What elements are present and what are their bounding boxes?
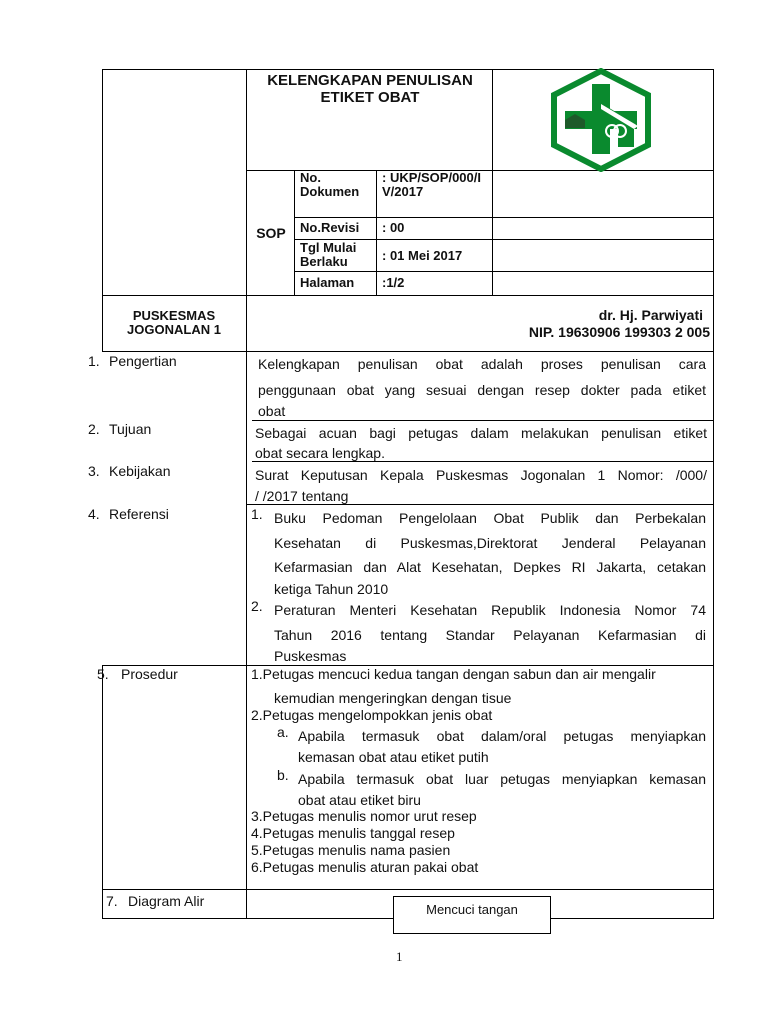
kebijakan-label: Kebijakan	[109, 463, 171, 479]
prosedur-sub-b: Apabila termasuk obat luar petugas menyiapkan kemasan obat atau etiket biru	[298, 771, 706, 808]
document-title	[248, 72, 492, 106]
prosedur-step-5: 5.Petugas menulis nama pasien	[251, 842, 451, 858]
pengertian-num: 1.	[88, 353, 100, 369]
puskesmas-logo	[548, 68, 654, 172]
tujuan-text: Sebagai acuan bagi petugas dalam melakukan penulisan etiket obat secara lengkap.	[255, 425, 707, 461]
prosedur-label: Prosedur	[121, 666, 178, 682]
prosedur-sub-b-num: b.	[277, 767, 289, 783]
prosedur-steps	[251, 666, 707, 724]
prosedur-step-2: 2.Petugas mengelompokkan jenis obat	[251, 707, 493, 723]
pengertian-label: Pengertian	[109, 353, 177, 369]
signer-block	[492, 307, 710, 341]
signer-name: dr. Hj. Parwiyati	[598, 307, 703, 323]
prosedur-step-6: 6.Petugas menulis aturan pakai obat	[251, 859, 479, 875]
tujuan-label: Tujuan	[109, 421, 152, 437]
prosedur-step-4: 4.Petugas menulis tanggal resep	[251, 825, 455, 841]
prosedur-step-3: 3.Petugas menulis nomor urut resep	[251, 808, 477, 824]
prosedur-num: 5.	[97, 666, 109, 682]
kebijakan-num: 3.	[88, 463, 100, 479]
referensi-item-2: Peraturan Menteri Kesehatan Republik Indonesia Nomor 74 Tahun 2016 tentang Standar Pelayanan Kefarmasian di Puskesmas	[274, 602, 706, 664]
no-dokumen-value: : UKP/SOP/000/IV/2017	[382, 170, 481, 199]
tgl-mulai-label: Tgl Mulai Berlaku	[300, 240, 357, 269]
kebijakan-text: Surat Keputusan Kepala Puskesmas Jogonalan 1 Nomor: /000/ / /2017 tentang	[255, 467, 707, 504]
organization-name: PUSKESMAS JOGONALAN 1	[127, 308, 221, 337]
sop-label: SOP	[256, 225, 286, 241]
title-line-2: ETIKET OBAT	[320, 89, 420, 106]
tgl-mulai-value: : 01 Mei 2017	[382, 248, 463, 263]
halaman-value: :1/2	[382, 275, 405, 290]
prosedur-sub-a: Apabila termasuk obat dalam/oral petugas menyiapkan kemasan obat atau etiket putih	[298, 728, 706, 765]
page-number: 1	[396, 949, 403, 964]
logo-icon	[548, 68, 654, 172]
flowchart-box-mencuci-tangan	[393, 896, 551, 934]
no-revisi-value: : 00	[382, 220, 405, 235]
referensi-num: 4.	[88, 506, 100, 522]
pengertian-text: Kelengkapan penulisan obat adalah proses penulisan cara penggunaan obat yang sesuai dengan resep dokter pada etiket obat	[258, 356, 706, 419]
signer-nip: NIP. 19630906 199303 2 005	[528, 324, 710, 340]
flowchart-box-label: Mencuci tangan	[426, 902, 518, 917]
prosedur-step-1-cont: kemudian mengeringkan dengan tisue	[274, 690, 512, 706]
referensi-item-1-num: 1.	[251, 506, 263, 522]
prosedur-step-1: 1.Petugas mencuci kedua tangan dengan sabun dan air mengalir	[251, 666, 656, 682]
diagram-num: 7.	[106, 893, 118, 909]
no-revisi-label: No.Revisi	[300, 220, 360, 235]
prosedur-sub-a-num: a.	[277, 724, 289, 740]
title-line-1: KELENGKAPAN PENULISAN	[267, 72, 473, 89]
halaman-label: Halaman	[300, 275, 355, 290]
tujuan-num: 2.	[88, 421, 100, 437]
diagram-label: Diagram Alir	[128, 893, 205, 909]
referensi-item-1: Buku Pedoman Pengelolaan Obat Publik dan Perbekalan Kesehatan di Puskesmas,Direktorat Jenderal Pelayanan Kefarmasian dan Alat Kesehatan, Depkes RI Jakarta, cetakan ketiga Tahun 2010	[274, 510, 706, 597]
referensi-item-2-num: 2.	[251, 598, 263, 614]
referensi-label: Referensi	[109, 506, 169, 522]
prosedur-steps-rest	[251, 808, 478, 876]
no-dokumen-label: No. Dokumen	[300, 170, 360, 199]
